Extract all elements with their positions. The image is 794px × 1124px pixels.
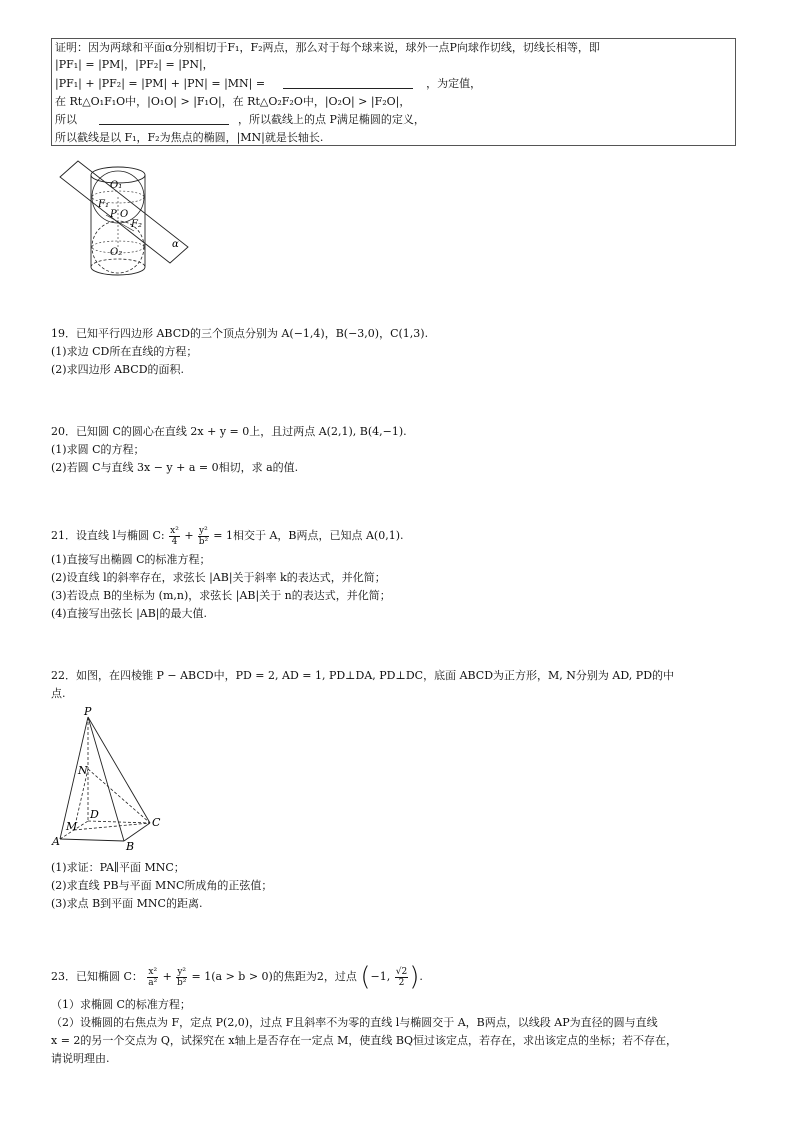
- q21-stem-start: 21．设直线 l与椭圆 C:: [51, 529, 165, 542]
- label-p: P: [110, 209, 117, 220]
- q20-stem: 20．已知圆 C的圆心在直线 2x + y = 0上，且过两点 A(2,1), B(4,−1).: [51, 425, 407, 438]
- q23-point-x: −1,: [370, 970, 391, 983]
- q21-part4: (4)直接写出弦长 |AB|的最大值.: [51, 607, 208, 620]
- q20-part2: (2)若圆 C与直线 3x − y + a = 0相切，求 a的值.: [51, 461, 299, 474]
- proof-line-5-text: 所以: [55, 113, 77, 126]
- label-f2: F₂: [131, 219, 142, 230]
- proof-line-3-text: |PF₁| + |PF₂| = |PM| + |PN| = |MN| =: [55, 77, 266, 90]
- proof-line-5-tail: ，所以截线上的点 P满足椭圆的定义，: [238, 113, 425, 126]
- q19-part2: (2)求四边形 ABCD的面积.: [51, 363, 185, 376]
- q23-stem-mid: = 1(a > b > 0)的焦距为2，过点: [191, 970, 357, 983]
- q20-part1: (1)求圆 C的方程；: [51, 443, 145, 456]
- q21-frac1-den: 4: [171, 536, 178, 547]
- q21-stem: [51, 524, 404, 548]
- q21-part2: (2)设直线 l的斜率存在，求弦长 |AB|关于斜率 k的表达式，并化简；: [51, 571, 386, 584]
- label-N: N: [78, 764, 88, 777]
- q22-part2: (2)求直线 PB与平面 MNC所成角的正弦值；: [51, 879, 273, 892]
- label-o: O: [120, 209, 129, 220]
- proof-line-5: [55, 113, 425, 127]
- q21-part3: (3)若设点 B的坐标为 (m,n)，求弦长 |AB|关于 n的表达式，并化简；: [51, 589, 391, 602]
- label-C: C: [152, 816, 161, 829]
- q23-stem-end: .: [419, 970, 423, 983]
- q23-part2-line2: x = 2的另一个交点为 Q，试探究在 x轴上是否存在一定点 M，使直线 BQ恒过该定点，若存在，求出该定点的坐标；若不存在，: [51, 1034, 677, 1047]
- q23-left-paren: (: [360, 962, 371, 992]
- q23-fraction-x: [147, 967, 158, 988]
- q23-right-paren: ): [409, 962, 420, 992]
- proof-line-3: [55, 77, 481, 91]
- label-A: A: [52, 835, 60, 848]
- q21-fraction-y: [198, 526, 209, 547]
- q23-stem-start: 23．已知椭圆 C：: [51, 970, 143, 983]
- label-o1: O₁: [110, 180, 123, 191]
- q21-frac2-num: y²: [199, 525, 208, 536]
- q22-stem-line2: 点.: [51, 687, 66, 700]
- q21-stem-end: = 1相交于 A，B两点，已知点 A(0,1).: [213, 529, 404, 542]
- q23-part2-line3: 请说明理由.: [51, 1052, 110, 1065]
- q23-part1: （1）求椭圆 C的标准方程；: [51, 998, 191, 1011]
- q23-part2-line1: （2）设椭圆的右焦点为 F，定点 P(2,0)，过点 F且斜率不为零的直线 l与椭圆交于 A，B两点，以线段 AP为直径的圆与直线: [51, 1016, 658, 1029]
- answer-blank-1[interactable]: [283, 88, 413, 89]
- answer-blank-2[interactable]: [99, 124, 229, 125]
- proof-line-6: 所以截线是以 F₁，F₂为焦点的椭圆，|MN|就是长轴长.: [55, 131, 324, 144]
- q19-part1: (1)求边 CD所在直线的方程；: [51, 345, 198, 358]
- label-D: D: [90, 808, 99, 821]
- cylinder-sphere-figure: [48, 155, 198, 285]
- q23-point-fraction: [395, 967, 408, 988]
- q23-frac2-den: b²: [176, 977, 187, 988]
- q23-point-num: √2: [395, 966, 408, 977]
- q23-frac1-den: a²: [148, 977, 158, 988]
- q21-fraction-x: [169, 526, 180, 547]
- label-P: P: [84, 705, 92, 718]
- q23-plus: +: [162, 970, 172, 983]
- proof-line-2: |PF₁| = |PM|，|PF₂| = |PN|，: [55, 58, 214, 71]
- q23-frac1-num: x²: [148, 966, 158, 977]
- q22-stem-line1: 22．如图，在四棱锥 P − ABCD中，PD = 2, AD = 1, PD⊥DA, PD⊥DC，底面 ABCD为正方形，M, N分别为 AD, PD的中: [51, 669, 675, 682]
- q23-stem: [51, 960, 423, 994]
- q21-plus: +: [184, 529, 194, 542]
- proof-line-4: 在 Rt△O₁F₁O中，|O₁O| > |F₁O|，在 Rt△O₂F₂O中，|O₂O| > |F₂O|，: [55, 95, 411, 108]
- q22-part1: (1)求证：PA∥平面 MNC；: [51, 861, 185, 874]
- proof-line-1: 证明：因为两球和平面α分别相切于F₁，F₂两点，那么对于每个球来说，球外一点P向球作切线，切线长相等，即: [55, 41, 600, 54]
- q23-frac2-num: y²: [177, 966, 187, 977]
- label-M: M: [66, 820, 78, 833]
- label-f1: F₁: [98, 199, 109, 210]
- q19-stem: 19．已知平行四边形 ABCD的三个顶点分别为 A(−1,4)，B(−3,0)，C(1,3).: [51, 327, 429, 340]
- q23-point-den: 2: [398, 977, 405, 988]
- label-B: B: [126, 840, 135, 850]
- label-o2: O₂: [110, 247, 123, 258]
- q22-part3: (3)求点 B到平面 MNC的距离.: [51, 897, 203, 910]
- q21-part1: (1)直接写出椭圆 C的标准方程；: [51, 553, 211, 566]
- label-alpha: α: [172, 239, 179, 250]
- q21-frac1-num: x²: [170, 525, 179, 536]
- q23-fraction-y: [176, 967, 187, 988]
- pyramid-figure: [50, 705, 170, 850]
- proof-line-3-tail: ，为定值，: [426, 77, 482, 90]
- q21-frac2-den: b²: [198, 536, 209, 547]
